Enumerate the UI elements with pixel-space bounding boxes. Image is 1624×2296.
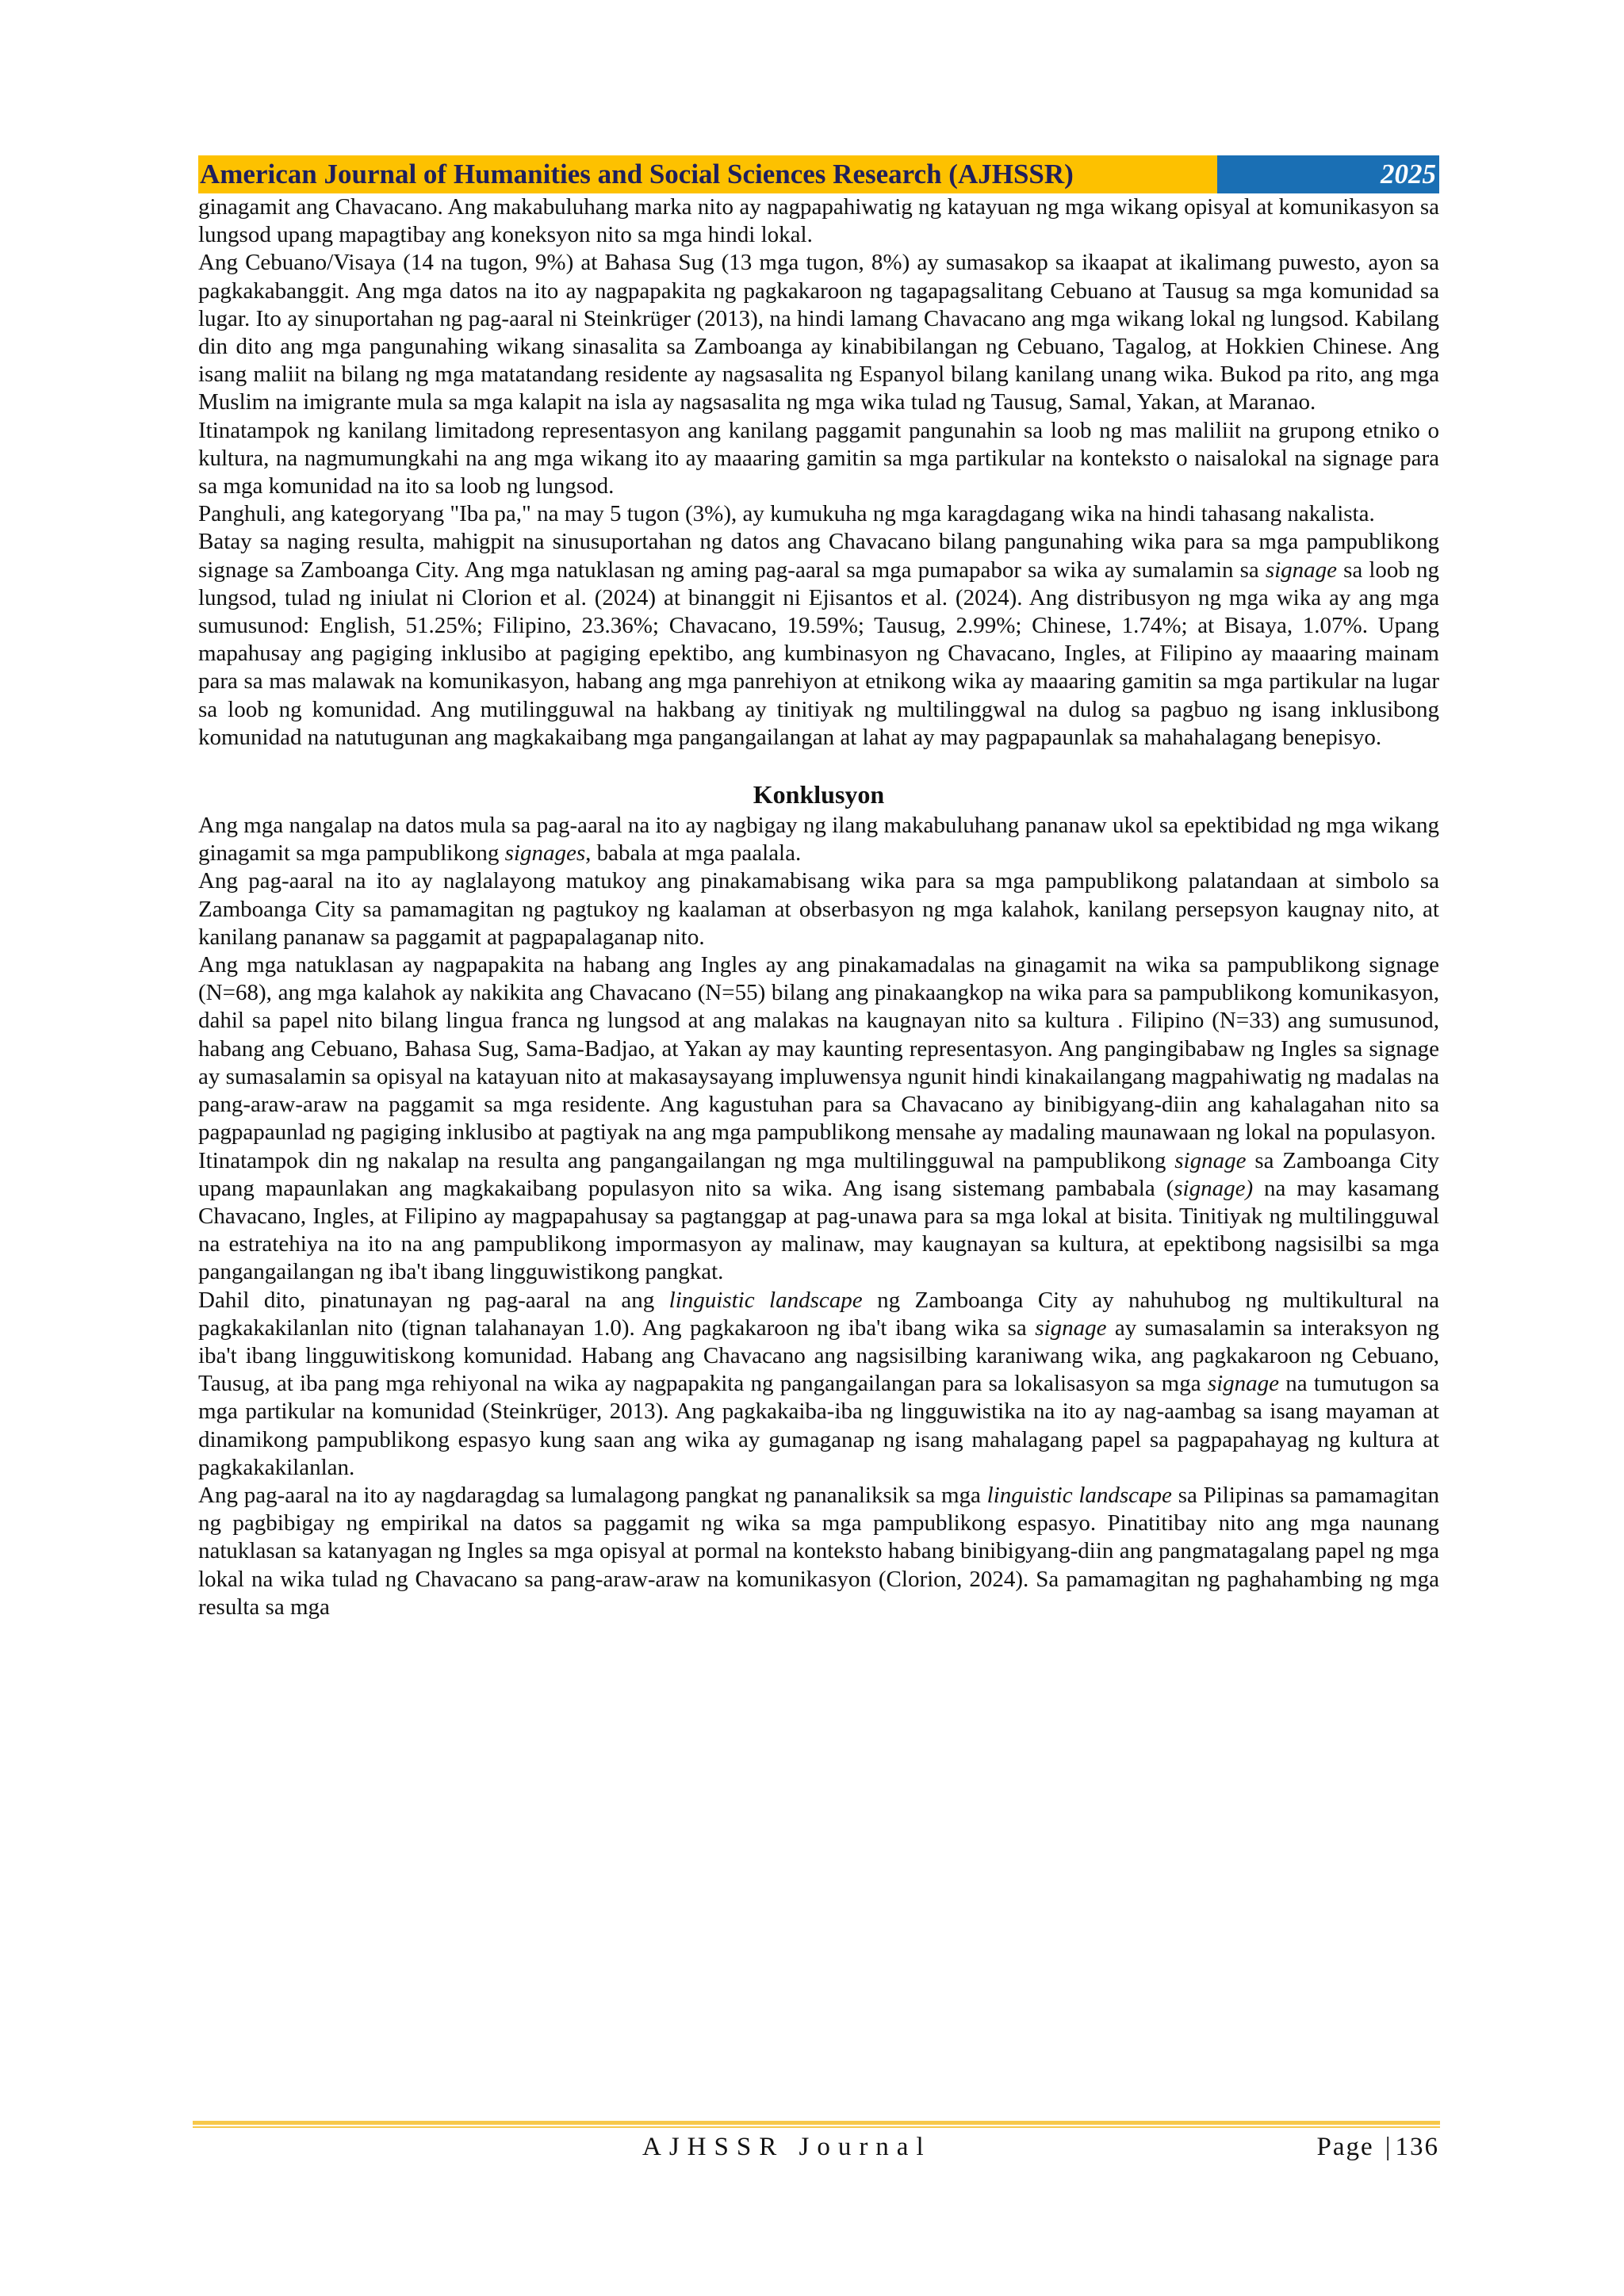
paragraph-text: Batay sa naging resulta, mahigpit na sinusuportahan ng datos ang Chavacano bilang pangunahing wika para sa mga pampublikong signage sa Zamboanga City. Ang mga natuklasan ng aming pag-aaral sa mga pumapabor sa wika ay sumalamin sa [198, 529, 1439, 583]
page [198, 155, 1439, 1621]
journal-year: 2025 [1217, 155, 1439, 193]
journal-header [198, 155, 1439, 193]
italic-term: signages [504, 840, 586, 867]
page-footer [198, 2133, 1439, 2168]
footer-rule-thin [193, 2126, 1440, 2128]
paragraph-text: Ang mga nangalap na datos mula sa pag-aaral na ito ay nagbigay ng ilang makabuluhang pananaw ukol sa epektibidad ng mga wikang ginagamit sa mga pampublikong [198, 813, 1439, 867]
paragraph-text: Ang pag-aaral na ito ay nagdaragdag sa lumalagong pangkat ng pananaliksik sa mga [198, 1482, 987, 1508]
paragraph [198, 1147, 1439, 1287]
journal-title: American Journal of Humanities and Social Sciences Research (AJHSSR) [198, 155, 1217, 193]
footer-journal-name: AJHSSR Journal [642, 2133, 932, 2161]
paragraph-text: ay sumasalamin sa interaksyon ng iba't ibang lingguwitiskong komunidad. Habang ang Chavacano ang nagsisilbing karaniwang wika, ang pagkakaroon ng Cebuano, Tausug, at iba pang mga rehiyonal na wika ay nagpapakita ng pangangailangan para sa lokalisasyon sa mga [198, 1314, 1439, 1397]
paragraph-text: sa loob ng lungsod, tulad ng iniulat ni Clorion et al. (2024) at binanggit ni Ejisantos et al. (2024). Ang distribusyon ng mga wika ay ang mga sumusunod: English, 51.25%; Filipino, 23.36%; Chavacano, 19.59%; Tausug, 2.99%; Chinese, 1.74%; at Bisaya, 1.07%. Upang mapahusay ang pagiging inklusibo at pagiging epektibo, ang kumbinasyon ng Chavacano, Ingles, at Filipino ay maaaring mainam para sa mas malawak na komunikasyon, habang ang mga panrehiyon at etnikong wika ay maaaring gamitin sa mga partikular na lugar sa loob ng komunidad. Ang mutilingguwal na hakbang ay tinitiyak ng multilinggwal na dulog sa pagbuo ng isang inklusibong komunidad na natutugunan ang magkakaibang mga pangangailangan at lahat ay may pagpapaunlak sa mahahalagang benepisyo. [198, 557, 1439, 750]
italic-term: signage [1207, 1371, 1280, 1397]
paragraph-text: Ang mga natuklasan ay nagpapakita na habang ang Ingles ay ang pinakamadalas na ginagamit na wika sa pampublikong signage (N=68), ang mga kalahok ay nakikita ang Chavacano (N=55) bilang ang pinakaangkop na wika para sa pampublikong komunikasyon, dahil sa papel nito bilang lingua franca ng lungsod at ang malakas na kaugnayan nito sa kultura . Filipino (N=33) ang sumusunod, habang ang Cebuano, Bahasa Sug, Sama-Badjao, at Yakan ay may kaunting representasyon. Ang pangingibabaw ng Ingles sa signage ay sumasalamin sa opisyal na katayuan nito at makasaysayang impluwensya ngunit hindi kinakailangang magpahiwatig ng madalas na pang-araw-araw na paggamit sa mga residente. Ang kagustuhan para sa Chavacano ay binibigyang-diin ang kahalagahan nito sa pagpapaunlad ng pagiging inklusibo at pagtiyak na ang mga pampublikong mensahe ay madaling maunawaan ng lokal na populasyon. [198, 952, 1439, 1146]
paragraph-text: na tumutugon sa mga partikular na komunidad (Steinkrüger, 2013). Ang pagkakaiba-iba ng lingguwistika na ito ay nag-aambag sa isang mayaman at dinamikong pampublikong espasyo kung saan ang wika ay gumaganap ng isang mahalagang papel sa pagpapahayag ng kultura at pagkakakilanlan. [198, 1371, 1439, 1480]
section-heading-konklusyon: Konklusyon [753, 780, 885, 809]
paragraph-text: sa Pilipinas sa pamamagitan ng pagbibigay ng empirikal na datos sa paggamit ng wika sa mga pampublikong espasyo. Pinatitibay nito ang mga naunang natuklasan sa katanyagan ng Ingles sa mga opisyal at pormal na konteksto habang binibigyang-diin ang pangmatagalang papel ng mga lokal na wika tulad ng Chavacano sa pang-araw-araw na komunikasyon (Clorion, 2024). Sa pamamagitan ng paghahambing ng mga resulta sa mga [198, 1482, 1439, 1620]
paragraph-text: Itinatampok ng kanilang limitadong representasyon ang kanilang paggamit pangunahin sa loob ng mas maliliit na grupong etniko o kultura, na nagmumungkahi na ang mga wikang ito ay maaaring gamitin sa mga partikular na konteksto o naisalokal na signage para sa mga komunidad na ito sa loob ng lungsod. [198, 417, 1439, 499]
footer-page-number [1316, 2133, 1439, 2162]
paragraph-text: Ang Cebuano/Visaya (14 na tugon, 9%) at Bahasa Sug (13 mga tugon, 8%) ay sumasakop sa ikaapat at ikalimang puwesto, ayon sa pagkakabanggit. Ang mga datos na ito ay nagpapakita ng pagkakaroon ng tagapagsalitang Cebuano at Tausug sa mga komunidad sa lugar. Ito ay sinuportahan ng pag-aaral ni Steinkrüger (2013), na hindi lamang Chavacano ang mga wikang lokal ng lungsod. Kabilang din dito ang mga pangunahing wikang sinasalita sa Zamboanga ay kinabibilangan ng Cebuano, Tagalog, at Hokkien Chinese. Ang isang maliit na bilang ng mga matatandang residente ay nagsasalita ng Espanyol bilang kanilang unang wika. Bukod pa rito, ang mga Muslim na imigrante mula sa mga kalapit na isla ay nagsasalita ng mga wika tulad ng Tausug, Samal, Yakan, at Maranao. [198, 250, 1439, 415]
paragraph [198, 417, 1439, 501]
italic-term: linguistic landscape [986, 1482, 1172, 1508]
paragraph-text: ginagamit ang Chavacano. Ang makabuluhang marka nito ay nagpapahiwatig ng katayuan ng mga wikang opisyal at komunikasyon sa lungsod upang mapagtibay ang koneksyon nito sa mga hindi lokal. [198, 194, 1439, 248]
paragraph [198, 1482, 1439, 1621]
paragraph-text: Dahil dito, pinatunayan ng pag-aaral na ang [198, 1287, 669, 1313]
paragraph [198, 1287, 1439, 1482]
italic-term: signage [1035, 1314, 1107, 1341]
paragraph-text: na may kasamang Chavacano, Ingles, at Filipino ay magpapahusay sa pagtanggap at pag-unawa para sa mga lokal at bisita. Tinitiyak ng multilingguwal na estratehiya na ito na ang pampublikong impormasyon ay malinaw, may kaugnayan sa kultura, at epektibong nagsisilbi sa mga pangangailangan ng iba't ibang lingguwistikong pangkat. [198, 1175, 1439, 1285]
footer-page-value: 136 [1395, 2133, 1439, 2161]
footer-separator: | [1385, 2133, 1392, 2161]
italic-term: signage [1265, 557, 1338, 583]
paragraph-text: sa Zamboanga City upang mapaunlakan ang magkakaibang populasyon nito sa wika. Ang isang sistemang pambabala ( [198, 1147, 1439, 1201]
body-text-after [198, 812, 1439, 1621]
paragraph [198, 867, 1439, 951]
paragraph [198, 500, 1439, 528]
paragraph-text: Itinatampok din ng nakalap na resulta ang pangangailangan ng mga multilingguwal na pampublikong [198, 1147, 1175, 1173]
paragraph [198, 249, 1439, 416]
paragraph-text: Ang pag-aaral na ito ay naglalayong matukoy ang pinakamabisang wika para sa mga pampublikong palatandaan at simbolo sa Zamboanga City sa pamamagitan ng pagtukoy ng kaalaman at obserbasyon ng mga kalahok, kanilang persepsyon kaugnay nito, at kanilang pananaw sa paggamit at pagpapalaganap nito. [198, 868, 1439, 950]
italic-term: signage [1174, 1147, 1247, 1173]
paragraph-text: Panghuli, ang kategoryang "Iba pa," na may 5 tugon (3%), ay kumukuha ng mga karagdagang wika na hindi tahasang nakalista. [198, 501, 1375, 527]
paragraph-text: , babala at mga paalala. [585, 840, 802, 867]
body-text-before [198, 193, 1439, 752]
paragraph [198, 812, 1439, 867]
footer-rule [193, 2121, 1440, 2125]
italic-term: linguistic landscape [668, 1287, 863, 1313]
footer-page-word: Page [1316, 2133, 1374, 2161]
paragraph [198, 193, 1439, 249]
paragraph-text: ng Zamboanga City ay nahuhubog ng multikultural na pagkakakilanlan nito (tignan talahanayan 1.0). Ang pagkakaroon ng iba't ibang wika sa [198, 1287, 1440, 1341]
paragraph [198, 951, 1439, 1146]
paragraph [198, 528, 1439, 752]
italic-term: signage) [1174, 1175, 1254, 1201]
